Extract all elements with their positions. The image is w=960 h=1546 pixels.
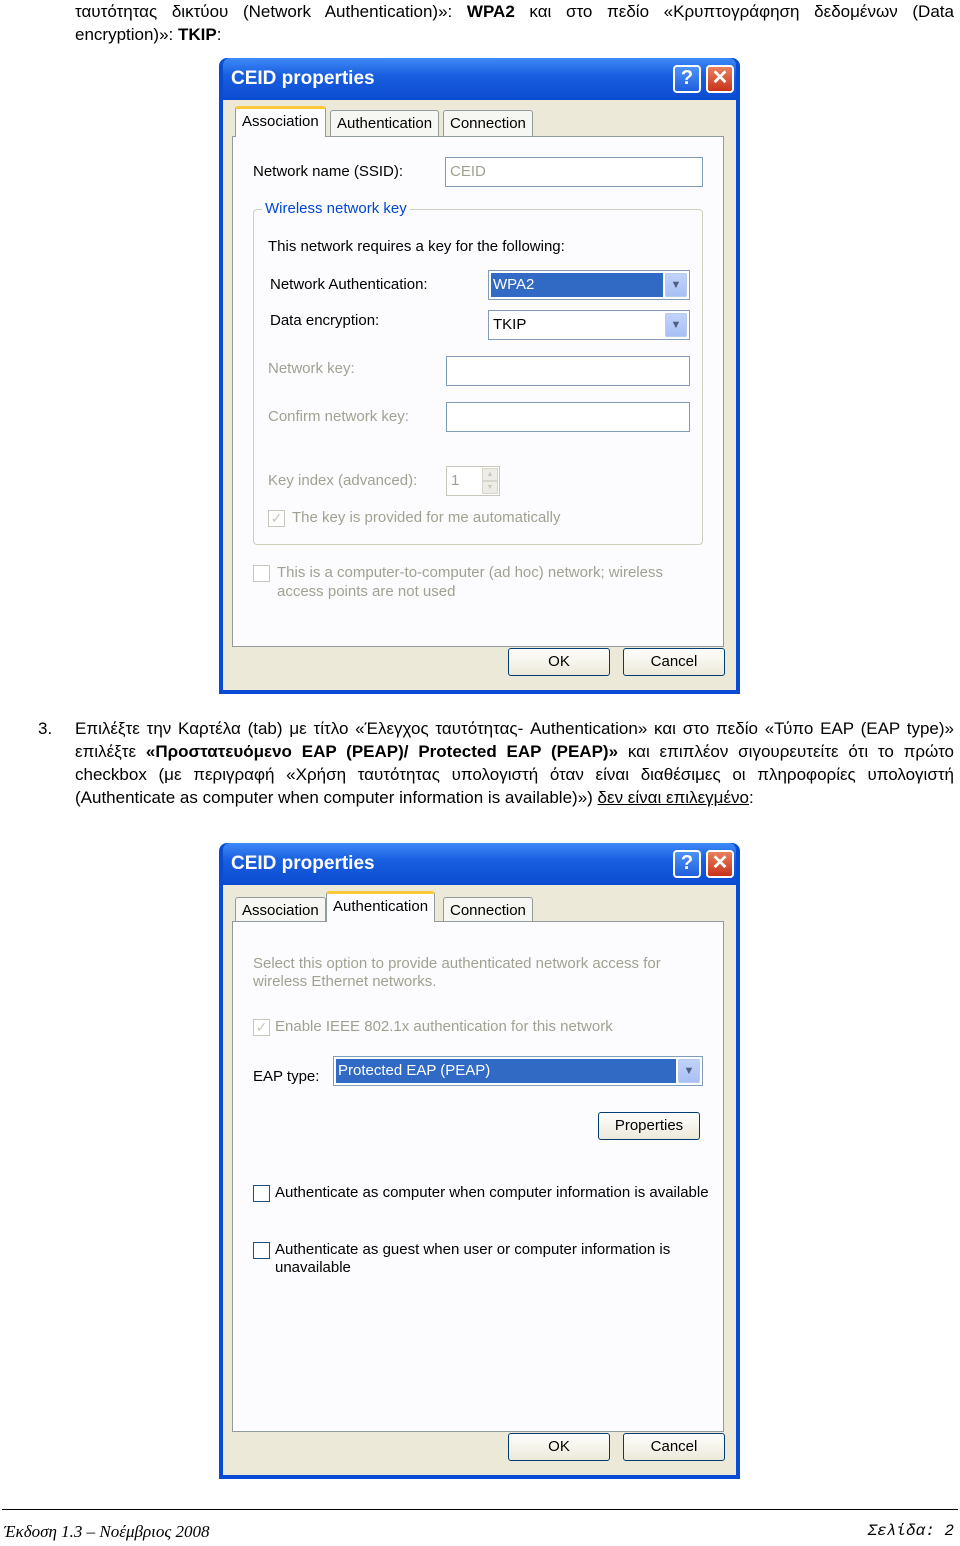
step3-text-b: και επιπλέον σιγουρευτείτε ότι το πρώτο checkbox (με περιγραφή «Χρήση ταυτότητας υπολογιστή όταν είναι διαθέσιμες οι πληροφορίες υπολογιστή (Authenticate as computer when computer information is available)») (75, 742, 954, 807)
dialog-client (223, 885, 736, 1475)
dialog-title: CEID properties (231, 68, 375, 89)
keyindex-label: Key index (advanced): (268, 472, 418, 489)
footer-divider (2, 1509, 958, 1510)
enable-8021x-label: Enable IEEE 802.1x authentication for this network (275, 1018, 613, 1035)
adhoc-label-line1: This is a computer-to-computer (ad hoc) network; wireless (277, 564, 663, 581)
step-number: 3. (38, 719, 53, 738)
tab-connection[interactable]: Connection (443, 897, 533, 923)
desc-line1: Select this option to provide authenticated network access for (253, 955, 661, 972)
ssid-label: Network name (SSID): (253, 163, 404, 180)
help-icon[interactable]: ? (673, 850, 701, 878)
help-icon[interactable]: ? (673, 65, 701, 93)
auth-computer-label: Authenticate as computer when computer information is available (275, 1184, 709, 1201)
authentication-panel (232, 921, 724, 1432)
auth-guest-checkbox[interactable] (253, 1242, 270, 1259)
network-key-input[interactable] (446, 356, 690, 386)
eap-selected: Protected EAP (PEAP) (336, 1059, 676, 1083)
enc-selected: TKIP (493, 316, 527, 333)
desc-line2: wireless Ethernet networks. (253, 973, 437, 990)
tab-authentication[interactable]: Authentication (330, 110, 439, 136)
data-encryption-select[interactable] (488, 310, 690, 340)
step3-underlined: δεν είναι επιλεγμένο (597, 788, 749, 807)
step3-end: : (749, 788, 754, 807)
close-icon[interactable]: ✕ (706, 850, 734, 878)
close-icon[interactable]: ✕ (706, 65, 734, 93)
eap-type-select[interactable] (333, 1056, 703, 1086)
cancel-button[interactable]: Cancel (623, 648, 725, 676)
ceid-properties-dialog-authentication (219, 843, 740, 1479)
enc-label: Data encryption: (270, 312, 380, 329)
enable-8021x-checkbox[interactable]: ✓ (253, 1019, 270, 1036)
keyindex-value: 1 (451, 472, 460, 489)
ok-button[interactable]: OK (508, 1433, 610, 1461)
tab-association[interactable]: Association (235, 897, 326, 923)
properties-button[interactable]: Properties (598, 1112, 700, 1140)
ssid-input[interactable]: CEID (445, 157, 703, 187)
tab-authentication[interactable]: Authentication (326, 891, 435, 922)
group-title: Wireless network key (262, 200, 410, 217)
step3-paragraph (75, 717, 954, 809)
confirm-key-input[interactable] (446, 402, 690, 432)
adhoc-checkbox[interactable] (253, 565, 270, 582)
auth-label: Network Authentication: (270, 276, 428, 293)
titlebar (223, 843, 736, 885)
adhoc-label-line2: access points are not used (277, 583, 456, 600)
dialog-title: CEID properties (231, 853, 375, 874)
requires-text: This network requires a key for the following: (268, 238, 565, 255)
intro-text-b: και στο πεδίο «Κρυπτογράφηση δεδομένων (Data encryption)»: (75, 2, 954, 44)
footer-page: Σελίδα: 2 (867, 1522, 954, 1540)
auth-guest-line1: Authenticate as guest when user or computer information is (275, 1241, 671, 1258)
chevron-down-icon[interactable]: ▼ (665, 313, 687, 337)
intro-wpa2: WPA2 (466, 2, 515, 21)
chevron-down-icon[interactable]: ▼ (678, 1059, 700, 1083)
step3-bold: «Προστατευόμενο EAP (PEAP)/ Protected EAP (PEAP)» (145, 742, 619, 761)
cancel-button[interactable]: Cancel (623, 1433, 725, 1461)
tab-association[interactable]: Association (235, 106, 326, 137)
auth-computer-checkbox[interactable] (253, 1185, 270, 1202)
ceid-properties-dialog-association (219, 58, 740, 694)
dialog-client (223, 100, 736, 690)
titlebar (223, 58, 736, 100)
eap-type-label: EAP type: (253, 1068, 320, 1085)
ok-button[interactable]: OK (508, 648, 610, 676)
footer-edition: Έκδοση 1.3 – Νοέμβριος 2008 (4, 1522, 210, 1541)
intro-paragraph (75, 0, 954, 46)
intro-colon: : (216, 25, 222, 44)
spin-down-icon[interactable]: ▼ (482, 481, 498, 494)
step3-text-a: Επιλέξτε την Καρτέλα (tab) με τίτλο «Έλεγχος ταυτότητας- Authentication» και στο πεδίο «Τύπο EAP (EAP type)» επιλέξτε (75, 719, 954, 761)
association-panel (232, 136, 724, 647)
auth-selected: WPA2 (491, 273, 663, 297)
key-index-spinner[interactable] (446, 466, 500, 496)
netkey-label: Network key: (268, 360, 355, 377)
auth-guest-line2: unavailable (275, 1259, 351, 1276)
wireless-key-group (253, 200, 703, 545)
auto-key-label: The key is provided for me automatically (292, 509, 561, 526)
auto-key-checkbox[interactable]: ✓ (268, 510, 285, 527)
intro-text: ταυτότητας δικτύου (Network Authentication)»: (75, 2, 453, 21)
chevron-down-icon[interactable]: ▼ (665, 273, 687, 297)
network-authentication-select[interactable] (488, 270, 690, 300)
confirm-label: Confirm network key: (268, 408, 409, 425)
spin-up-icon[interactable]: ▲ (482, 468, 498, 481)
intro-tkip: TKIP (178, 25, 217, 44)
tab-connection[interactable]: Connection (443, 110, 533, 136)
